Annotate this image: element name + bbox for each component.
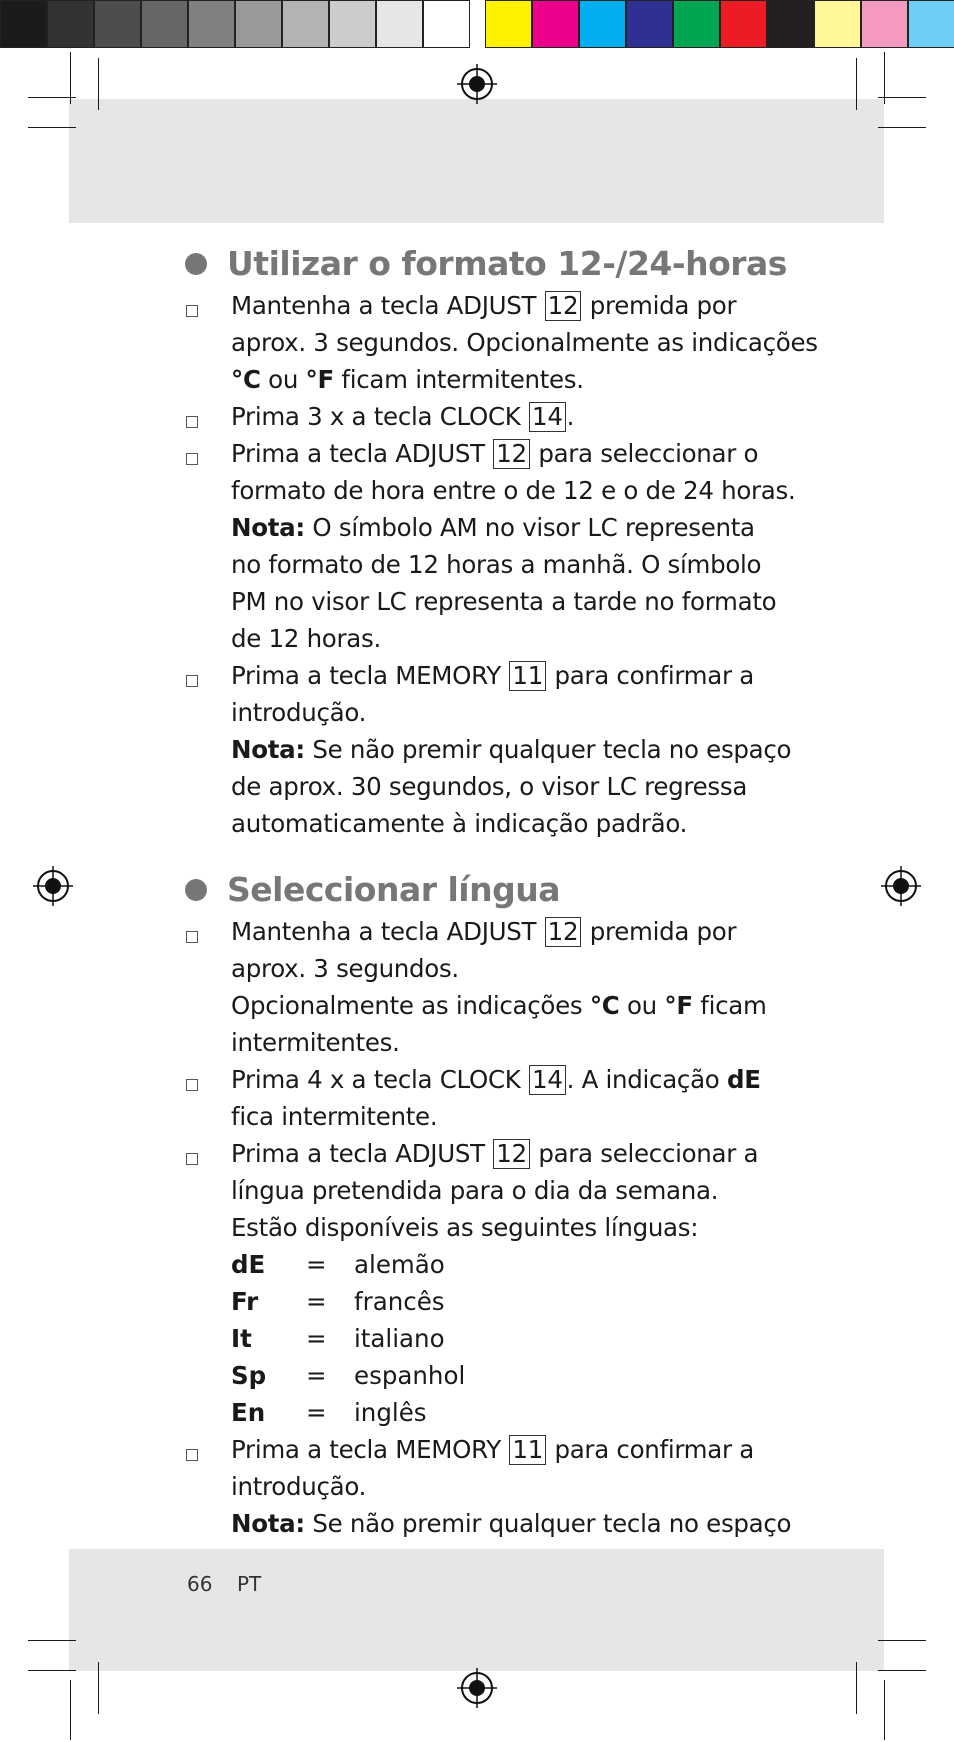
language-code: Fr	[231, 1287, 259, 1316]
text-line: intermitentes.	[231, 1028, 400, 1057]
language-code: En	[231, 1398, 266, 1427]
checkbox-bullet-icon	[186, 1449, 198, 1461]
crop-mark	[28, 97, 76, 98]
color-swatch	[908, 0, 954, 48]
key-number: 14	[529, 402, 566, 432]
crop-mark	[884, 1680, 885, 1740]
color-swatch	[376, 0, 423, 48]
text-line: Prima a tecla MEMORY 11 para confirmar a	[231, 661, 754, 690]
fahrenheit-symbol: °F	[664, 991, 693, 1020]
equals-sign: =	[306, 1361, 327, 1390]
color-swatch	[235, 0, 282, 48]
language-code: Sp	[231, 1361, 267, 1390]
text-line: no formato de 12 horas a manhã. O símbolo	[231, 550, 762, 579]
text-line: aprox. 3 segundos. Opcionalmente as indicações	[231, 328, 818, 357]
checkbox-bullet-icon	[186, 931, 198, 943]
color-swatch	[579, 0, 626, 48]
text-line: Mantenha a tecla ADJUST 12 premida por	[231, 291, 737, 320]
color-swatch	[532, 0, 579, 48]
key-number: 14	[529, 1065, 566, 1095]
crop-mark	[28, 1640, 76, 1641]
registration-mark-icon	[33, 866, 73, 906]
color-swatch	[720, 0, 767, 48]
crop-mark	[878, 1640, 926, 1641]
checkbox-bullet-icon	[186, 1079, 198, 1091]
equals-sign: =	[306, 1398, 327, 1427]
celsius-symbol: °C	[231, 365, 261, 394]
crop-mark	[856, 58, 857, 110]
language-label: PT	[237, 1572, 262, 1596]
crop-mark	[878, 1670, 926, 1671]
language-name: inglês	[354, 1398, 427, 1427]
text-line: Prima 4 x a tecla CLOCK 14 . A indicação dE	[231, 1065, 761, 1094]
color-swatch	[767, 0, 814, 48]
text-line: Prima a tecla ADJUST 12 para seleccionar o	[231, 439, 759, 468]
key-number: 12	[493, 439, 530, 469]
registration-mark-icon	[457, 1668, 497, 1708]
key-number: 11	[509, 1435, 546, 1465]
color-calibration-bar	[0, 0, 954, 50]
text-line: Nota: O símbolo AM no visor LC representa	[231, 513, 755, 542]
color-swatch	[485, 0, 532, 48]
page-number: 66	[187, 1572, 213, 1596]
registration-mark-icon	[457, 64, 497, 104]
header-band	[69, 99, 884, 223]
color-swatch	[329, 0, 376, 48]
text-line: Prima 3 x a tecla CLOCK 14 .	[231, 402, 575, 431]
text-line: Estão disponíveis as seguintes línguas:	[231, 1213, 699, 1242]
color-swatch	[423, 0, 470, 48]
crop-mark	[878, 127, 926, 128]
text-line: °C ou °F ficam intermitentes.	[231, 365, 584, 394]
heading-bullet-icon	[185, 253, 207, 275]
text-line: PM no visor LC representa a tarde no formato	[231, 587, 777, 616]
language-code: dE	[231, 1250, 266, 1279]
crop-mark	[878, 97, 926, 98]
crop-mark	[856, 1662, 857, 1714]
text-line: Mantenha a tecla ADJUST 12 premida por	[231, 917, 737, 946]
language-name: alemão	[354, 1250, 445, 1279]
color-swatch	[626, 0, 673, 48]
crop-mark	[98, 58, 99, 110]
checkbox-bullet-icon	[186, 675, 198, 687]
footer-band	[69, 1549, 884, 1671]
key-number: 12	[545, 291, 582, 321]
checkbox-bullet-icon	[186, 453, 198, 465]
key-number: 11	[509, 661, 546, 691]
color-swatch	[188, 0, 235, 48]
text-line: de aprox. 30 segundos, o visor LC regressa	[231, 772, 748, 801]
text-line: língua pretendida para o dia da semana.	[231, 1176, 719, 1205]
text-line: introdução.	[231, 698, 367, 727]
color-swatch	[673, 0, 720, 48]
text-line: formato de hora entre o de 12 e o de 24 horas.	[231, 476, 796, 505]
color-swatch	[861, 0, 908, 48]
color-swatch	[141, 0, 188, 48]
registration-mark-icon	[881, 866, 921, 906]
text-line: Prima a tecla ADJUST 12 para seleccionar a	[231, 1139, 759, 1168]
language-code: It	[231, 1324, 252, 1353]
section-heading	[185, 870, 560, 909]
language-name: espanhol	[354, 1361, 466, 1390]
text-line: aprox. 3 segundos.	[231, 954, 459, 983]
text-line: Opcionalmente as indicações °C ou °F ficam	[231, 991, 767, 1020]
color-swatch	[814, 0, 861, 48]
key-number: 12	[493, 1139, 530, 1169]
text-line: Prima a tecla MEMORY 11 para confirmar a	[231, 1435, 754, 1464]
text-line: fica intermitente.	[231, 1102, 438, 1131]
color-swatch	[282, 0, 329, 48]
crop-mark	[28, 1670, 76, 1671]
checkbox-bullet-icon	[186, 1153, 198, 1165]
text-line: introdução.	[231, 1472, 367, 1501]
checkbox-bullet-icon	[186, 416, 198, 428]
section-title: Seleccionar língua	[227, 870, 560, 909]
equals-sign: =	[306, 1287, 327, 1316]
text-line: de 12 horas.	[231, 624, 381, 653]
section-title: Utilizar o formato 12-/24-horas	[227, 244, 787, 283]
crop-mark	[98, 1662, 99, 1714]
language-name: francês	[354, 1287, 445, 1316]
key-number: 12	[545, 917, 582, 947]
color-swatch	[94, 0, 141, 48]
color-swatch	[0, 0, 47, 48]
text-line: Nota: Se não premir qualquer tecla no espaço	[231, 1509, 792, 1538]
crop-mark	[70, 1680, 71, 1740]
text-line: Nota: Se não premir qualquer tecla no espaço	[231, 735, 792, 764]
celsius-symbol: °C	[589, 991, 620, 1020]
equals-sign: =	[306, 1250, 327, 1279]
section-heading	[185, 244, 787, 283]
color-swatch	[47, 0, 94, 48]
equals-sign: =	[306, 1324, 327, 1353]
language-code: dE	[727, 1065, 761, 1094]
text-line: automaticamente à indicação padrão.	[231, 809, 688, 838]
language-name: italiano	[354, 1324, 445, 1353]
fahrenheit-symbol: °F	[305, 365, 334, 394]
heading-bullet-icon	[185, 879, 207, 901]
checkbox-bullet-icon	[186, 305, 198, 317]
crop-mark	[28, 127, 76, 128]
